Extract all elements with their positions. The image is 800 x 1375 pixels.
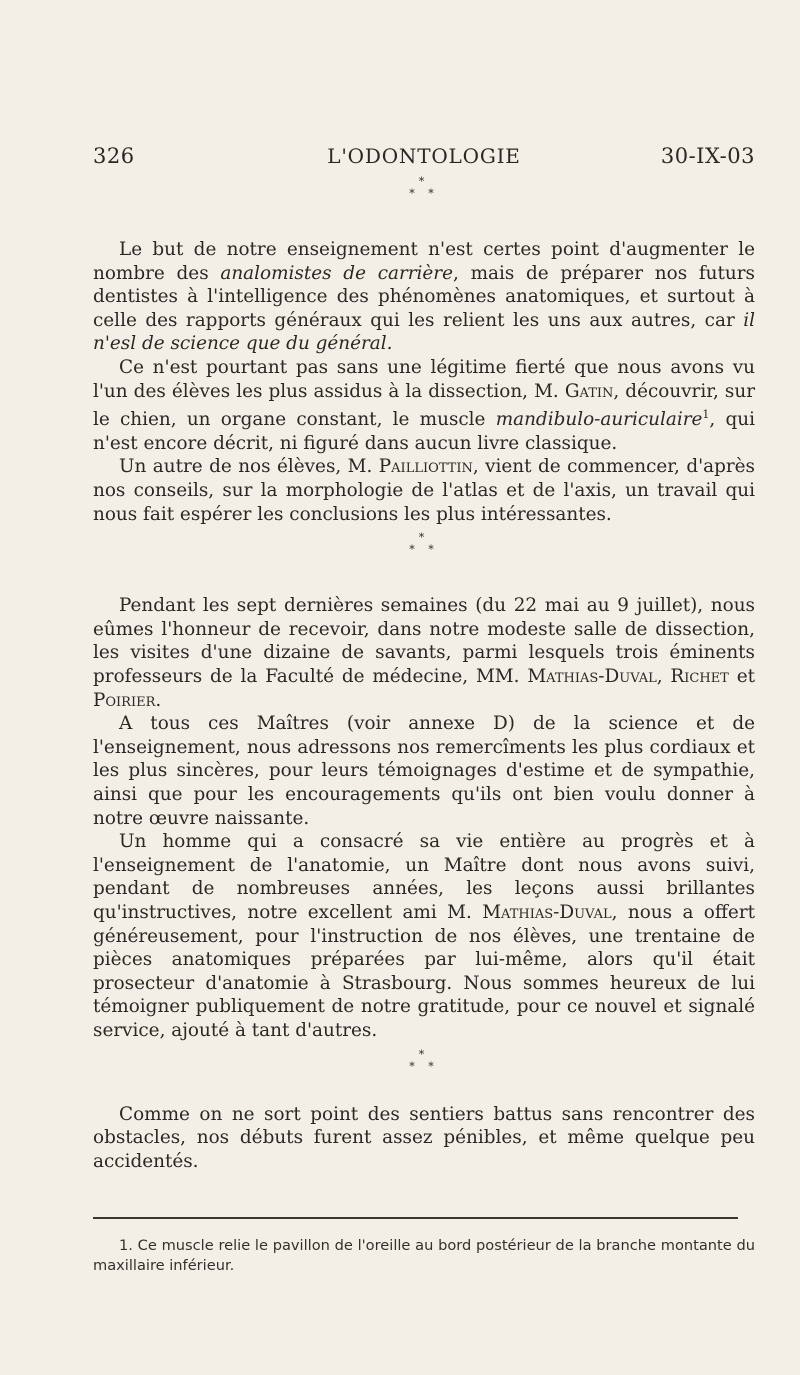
separator-star-top: *	[418, 1047, 430, 1061]
section-separator	[93, 170, 755, 238]
person-name: Mathias-Duval	[482, 901, 612, 923]
footnote-rule	[93, 1217, 738, 1219]
person-name: Mathias-Duval	[527, 666, 657, 688]
footnote-text: 1. Ce muscle relie le pavillon de l'oreille au bord postérieur de la branche montante du maxillaire inférieur.	[93, 1237, 755, 1274]
paragraph: Un homme qui a consacré sa vie entière au progrès et à l'enseignement de l'anatomie, un Maître dont nous avons suivi, pendant de nombreuses années, les leçons aussi brillantes qu'instructives, notre excellent ami M. Mathias-Duval, nous a offert généreusement, pour l'instruction de nos élèves, une trentaine de pièces anatomiques préparées par lui-même, alors qu'il était prosecteur d'anatomie à Strasbourg. Nous sommes heureux de lui témoigner publiquement de notre gratitude, pour ce nouvel et signalé service, ajouté à tant d'autres.	[93, 831, 755, 1041]
italic-phrase: analomistes de carrière	[220, 262, 453, 284]
paragraph: Comme on ne sort point des sentiers battus sans rencontrer des obstacles, nos débuts furent assez pénibles, et même quelque peu accidentés.	[93, 1103, 755, 1172]
separator-star-top: *	[418, 531, 430, 545]
person-name: Poirier	[93, 689, 156, 711]
journal-title: L'ODONTOLOGIE	[327, 144, 521, 168]
separator-star-top: *	[418, 175, 430, 188]
italic-phrase: mandibulo-auriculaire	[495, 409, 703, 431]
person-name: Richet	[670, 666, 729, 688]
separator-star-bottom: * *	[409, 187, 439, 200]
footnote-ref: 1	[702, 408, 710, 422]
person-name: Gatin	[564, 380, 614, 402]
separator-star-bottom: * *	[409, 1059, 439, 1073]
paragraph: A tous ces Maîtres (voir annexe D) de la science et de l'enseignement, nous adressons nos remercîments les plus cordiaux et les plus sincères, pour leurs témoignages d'estime et de sympathie, ainsi que pour les encouragements qu'ils ont bien voulu donner à notre œuvre naissante.	[93, 713, 755, 829]
italic-phrase: il n'esl de science que du général.	[93, 309, 755, 355]
issue-date: 30-IX-03	[660, 144, 755, 168]
section-separator	[93, 526, 755, 594]
paragraph: Un autre de nos élèves, M. Pailliottin, vient de commencer, d'après nos conseils, sur la morphologie de l'atlas et de l'axis, un travail qui nous fait espérer les conclusions les plus intéressantes.	[93, 456, 755, 525]
separator-star-bottom: * *	[409, 543, 439, 557]
footnote	[93, 1236, 755, 1276]
paragraph: Ce n'est pourtant pas sans une légitime fierté que nous avons vu l'un des élèves les plus assidus à la dissection, M. Gatin, découvrir, sur le chien, un organe constant, le muscle mandibulo-auriculaire$^1$, qui n'est encore décrit, ni figuré dans aucun livre classique.	[93, 356, 755, 454]
paragraph: Pendant les sept dernières semaines (du 22 mai au 9 juillet), nous eûmes l'honneur de recevoir, dans notre modeste salle de dissection, les visites d'une dizaine de savants, parmi lesquels trois éminents professeurs de la Faculté de médecine, MM. Mathias-Duval, Richet et Poirier.	[93, 595, 755, 711]
main-text	[93, 175, 755, 1173]
person-name: Pailliottin	[378, 456, 473, 478]
section-separator	[93, 1043, 755, 1103]
paragraph: Le but de notre enseignement n'est certes point d'augmenter le nombre des analomistes de carrière, mais de préparer nos futurs dentistes à l'intelligence des phénomènes anatomiques, et surtout à celle des rapports généraux qui les relient les uns aux autres, car il n'esl de science que du général.	[93, 239, 755, 355]
page-number: 326	[93, 144, 135, 168]
